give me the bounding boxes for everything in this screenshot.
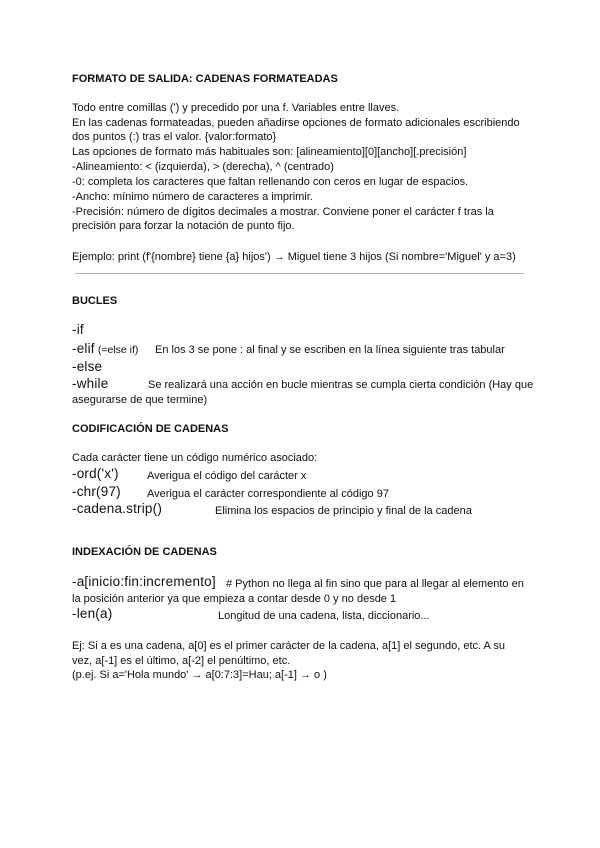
section-title-bucles: BUCLES xyxy=(72,295,118,307)
strip-description: Elimina los espacios de principio y final de la cadena xyxy=(215,505,472,517)
paragraph-line: -Alineamiento: < (izquierda), > (derecha), ^ (centrado) xyxy=(72,161,334,173)
ord-description: Averigua el código del carácter x xyxy=(147,470,307,482)
paragraph-line: dos puntos (:) tras el valor. {valor:formato} xyxy=(72,131,277,143)
slice-code: -a[inicio:fin:incremento] xyxy=(72,574,216,589)
format-example: Ejemplo: print (f'{nombre} tiene {a} hijos') → Miguel tiene 3 hijos (Si nombre='Miguel' y a=3) xyxy=(72,251,516,263)
indexacion-note: (p.ej. Si a='Hola mundo' → a[0:7:3]=Hau; a[-1] → o ) xyxy=(72,669,327,681)
paragraph-line: -Precisión: número de dígitos decimales a mostrar. Conviene poner el carácter f tras la xyxy=(72,206,494,218)
divider xyxy=(75,273,524,274)
elif-description: En los 3 se pone : al final y se escriben en la línea siguiente tras tabular xyxy=(155,344,505,356)
len-code: -len(a) xyxy=(72,606,113,621)
paragraph-line: Todo entre comillas (') y precedido por una f. Variables entre llaves. xyxy=(72,102,400,114)
section-title-codificacion: CODIFICACIÓN DE CADENAS xyxy=(72,423,229,435)
slice-description-cont: la posición anterior ya que empieza a contar desde 0 y no desde 1 xyxy=(72,593,397,605)
else-code: -else xyxy=(72,359,103,374)
elif-note: (=else if) xyxy=(97,344,139,356)
section-title-indexacion: INDEXACIÓN DE CADENAS xyxy=(72,546,217,558)
paragraph-line: -0: completa los caracteres que faltan rellenando con ceros en lugar de espacios. xyxy=(72,176,469,188)
chr-description: Averigua el carácter correspondiente al código 97 xyxy=(147,488,389,500)
codificacion-intro: Cada carácter tiene un código numérico asociado: xyxy=(72,452,318,464)
strip-code: -cadena.strip() xyxy=(72,501,163,516)
slice-description: # Python no llega al fin sino que para al llegar al elemento en xyxy=(226,578,524,590)
chr-code: -chr(97) xyxy=(72,484,121,499)
if-code: -if xyxy=(72,322,84,337)
while-description: Se realizará una acción en bucle mientras se cumpla cierta condición (Hay que xyxy=(148,379,534,391)
paragraph-line: Las opciones de formato más habituales son: [alineamiento][0][ancho][.precisión] xyxy=(72,146,467,158)
ord-code: -ord('x') xyxy=(72,466,119,481)
indexacion-note: vez, a[-1] es el último, a[-2] el penúltimo, etc. xyxy=(72,655,291,667)
section-title-formato: FORMATO DE SALIDA: CADENAS FORMATEADAS xyxy=(72,73,338,85)
while-description-cont: asegurarse de que termine) xyxy=(72,394,208,406)
elif-row xyxy=(72,342,138,357)
elif-code: -elif xyxy=(72,341,95,356)
paragraph-line: precisión para forzar la notación de punto fijo. xyxy=(72,220,295,232)
indexacion-note: Ej: Si a es una cadena, a[0] es el primer carácter de la cadena, a[1] el segundo, etc. A su xyxy=(72,640,505,652)
while-code: -while xyxy=(72,376,109,391)
paragraph-line: En las cadenas formateadas, pueden añadirse opciones de formato adicionales escribiendo xyxy=(72,117,520,129)
paragraph-line: -Ancho: mínimo número de caracteres a imprimir. xyxy=(72,191,313,203)
len-description: Longitud de una cadena, lista, diccionario... xyxy=(218,610,430,622)
